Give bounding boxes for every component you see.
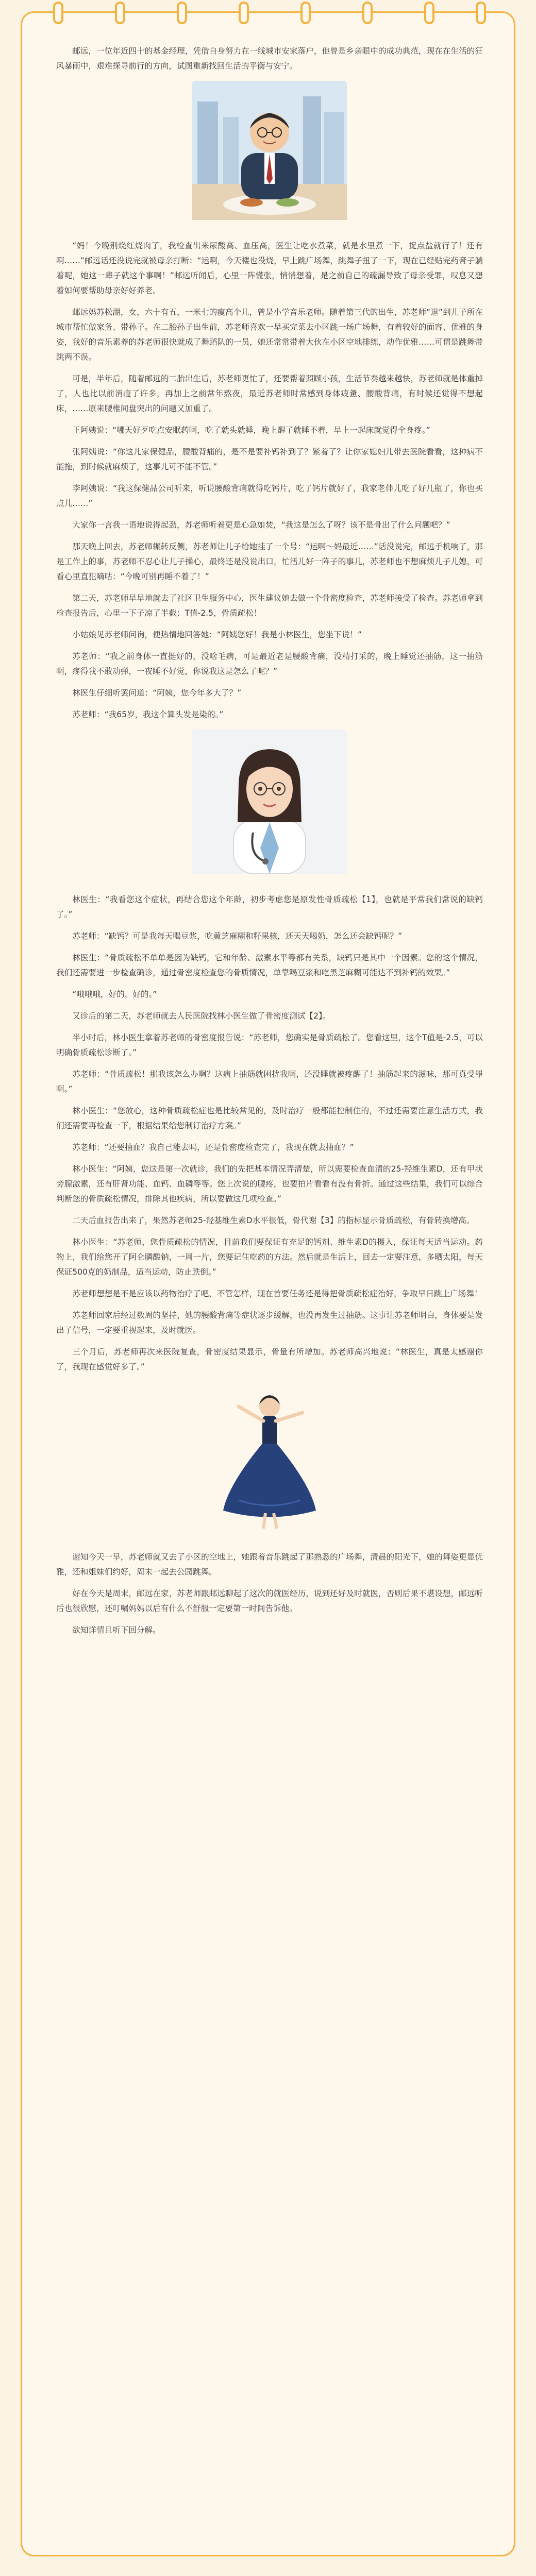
story-ending: 欲知详情且听下回分解。 <box>72 1625 161 1635</box>
dancer-illustration <box>208 1382 331 1531</box>
binder-ring <box>115 2 125 24</box>
story-paragraph: 苏老师：“缺钙？可是我每天喝豆浆，吃黄芝麻糊和籽果核，还天天喝奶，怎么还会缺钙呢？” <box>72 931 403 941</box>
story-paragraph: 那天晚上回去，苏老师辗转反侧，苏老师让儿子给她挂了一个号：“运啊～妈最近……”话没说完，邮远手机响了，那是工作上的事，苏老师不忍心让儿子操心，最终还是没说出口，忙活儿好一阵子的事儿，苏老师也不想麻烦儿子儿媳，可看心里直犯嘀咕：“今晚可别再睡不着了！” <box>56 542 483 581</box>
story-paragraph: 苏老师：“还要抽血？我自己能去吗，还是骨密度检查完了，我现在就去抽血？” <box>72 1143 354 1152</box>
story-paragraph: 小姑娘见苏老师问询，便热情地回答她：“阿姨您好！我是小林医生，您坐下说！” <box>72 630 362 639</box>
story-paragraph: 大家你一言我一语地说得起劲，苏老师听着更是心急如焚，“我这是怎么了呀？该不是骨出了什么问题吧？” <box>72 520 450 530</box>
story-paragraph: 邮远，一位年近四十的基金经理，凭借自身努力在一线城市安家落户，他曾是乡亲眼中的成功典范，现在在生活的狂风暴雨中，艰难探寻前行的方向，试图重新找回生活的平衡与安宁。 <box>56 46 483 71</box>
story-paragraph: 王阿姨说：“哪天好歹吃点安眠药啊，吃了就头就睡，晚上醒了就睡不着，早上一起床就觉得全身疼。” <box>72 426 430 435</box>
binder-ring <box>177 2 187 24</box>
story-paragraph: 李阿姨说：“我这保健品公司听来，听说腰酸背痛就得吃钙片，吃了钙片就好了，我家老伴儿吃了好几瓶了，你也买点儿……” <box>56 484 483 508</box>
binder-ring <box>53 2 63 24</box>
story-paragraph: 林小医生：“苏老师，您骨质疏松的情况，目前我们要保证有充足的钙剂、维生素D的摄入，保证每天适当运动。药物上，我们给您开了阿仑膦酸钠，一周一片，您要记住吃药的方法。然后就是生活上，回去一定要注意，多晒太阳，每天保证500克的奶制品，适当运动，防止跌倒。” <box>56 1238 483 1277</box>
story-paragraph: 林医生仔细听罢问道：“阿姨，您今年多大了？” <box>72 688 242 698</box>
story-paragraph: 苏老师：“我65岁，我这个算头发是染的。” <box>72 710 224 719</box>
binder-ring <box>362 2 373 24</box>
story-paragraph: 苏老师回家后经过数周的坚持，她的腰酸背痛等症状逐步缓解，也没再发生过抽筋。这事让苏老师明白，身体要是发出了信号，一定要重视起来，及时就医。 <box>56 1311 483 1335</box>
story-paragraph: 半小时后，林小医生拿着苏老师的骨密度报告说：“苏老师，您确实是骨质疏松了。您看这里，这个T值是-2.5，可以明确骨质疏松诊断了。” <box>56 1033 483 1057</box>
story-paragraph: 三个月后，苏老师再次来医院复查，骨密度结果显示，骨量有所增加。苏老师高兴地说：“林医生，真是太感谢你了，我现在感觉好多了。” <box>56 1347 483 1371</box>
story-text <box>56 44 483 1645</box>
story-paragraph: 苏老师：“骨质疏松！那我该怎么办啊？这病上抽筋就困扰我啊，还没睡就被疼醒了！抽筋起来的滋味，那可真受罪啊。” <box>56 1070 483 1094</box>
illustration-dancer <box>56 1382 483 1536</box>
story-paragraph: 苏老师想想是不是应该以药物治疗了吧，不管怎样，现在首要任务还是得把骨质疏松症治好，争取早日跳上广场舞！ <box>72 1289 482 1298</box>
story-paragraph: 又诊后的第二天，苏老师就去人民医院找林小医生做了骨密度测试【2】。 <box>72 1011 331 1021</box>
binder-ring <box>239 2 249 24</box>
story-paragraph: 第二天，苏老师早早地就去了社区卫生服务中心，医生建议她去做一个骨密度检查，苏老师接受了检查。苏老师拿到检查报告后，心里一下子凉了半截：T值-2.5，骨质疏松！ <box>56 594 483 618</box>
story-paragraph: 二天后血报告出来了，果然苏老师25-羟基维生素D水平很低，骨代谢【3】的指标显示骨质疏松，有骨转换增高。 <box>72 1216 475 1225</box>
binder-ring <box>476 2 486 24</box>
doctor-illustration <box>192 730 347 874</box>
man-eating-illustration <box>192 81 347 220</box>
story-paragraph: 邮远妈苏松湖，女，六十有五，一米七的瘦高个儿，曾是小学音乐老师。随着第三代的出生，苏老师“退”到儿子所在城市帮忙做家务、带孙子。在二胎孙子出生前，苏老师喜欢一早买完菜去小区跳一场广场舞，有着较好的面容、优雅的身姿，我好的音乐素养的苏老师很快就成了舞蹈队的一员，她还常常带着大伙在小区空地排练，动作优雅……可谓是跳舞带跳两不误。 <box>56 308 483 362</box>
binder-ring <box>424 2 434 24</box>
story-paragraph: 谢知今天一早，苏老师就又去了小区的空地上，她跟着音乐跳起了那熟悉的广场舞，清晨的阳光下，她的舞姿更显优雅，还和姐妹们约好，周末一起去公园跳舞。 <box>56 1552 483 1577</box>
story-paragraph: “哦哦哦，好的，好的。” <box>72 990 157 999</box>
story-paragraph: 林小医生：“阿姨，您这是第一次就诊，我们的先把基本情况弄清楚，所以需要检查血清的25-羟维生素D，还有甲状旁腺激素，还有肝肾功能、血钙、血磷等等。您上次说的腰疼，也要拍片看看有没有骨折。通过这些结果，我们可以综合判断您的骨质疏松情况，排除其他疾病，所以要做这几项检查。” <box>56 1164 483 1204</box>
story-paragraph: 林小医生：“您放心，这种骨质疏松症也是比较常见的，及时治疗一般都能控制住的，不过还需要注意生活方式，我们还需要再检查一下，根据结果给您制订治疗方案。” <box>56 1106 483 1130</box>
binder-ring <box>300 2 311 24</box>
story-paragraph: 可是，半年后，随着邮远的二胎出生后，苏老师更忙了，还要帮着照顾小孩，生活节奏越来越快，苏老师就是体重掉了，人也比以前消瘦了许多，再加上之前常年熬夜，最近苏老师时常感到身体疲惫、腰酸背痛，有时候还觉得不想起床，……原来腰椎间盘突出的问题又加重了。 <box>56 374 483 413</box>
illustration-businessman <box>56 81 483 225</box>
story-paragraph: 张阿姨说：“你这儿家保健品，腰酸背痛的，是不是要补钙补到了？紧着了？让你家媳妇儿带去医院看看，这种病不能拖，到时候就麻烦了，这事儿可不能不管。” <box>56 447 483 471</box>
story-paragraph: 好在今天是周末，邮远在家，苏老师跟邮远聊起了这次的就医经历，说到还好及时就医，否则后果不堪设想，邮远听后也很欣慰，还叮嘱妈妈以后有什么不舒服一定要第一时间告诉他。 <box>56 1589 483 1613</box>
story-paragraph: 林医生：“骨质疏松不单单是因为缺钙，它和年龄、激素水平等都有关系，缺钙只是其中一个因素。您的这个情况，我们还需要进一步检查确诊，通过骨密度检查您的骨质情况，单靠喝豆浆和吃黑芝麻糊可能达不到补钙的效果。” <box>56 953 483 977</box>
story-paragraph: 林医生：“我看您这个症状，再结合您这个年龄，初步考虑您是原发性骨质疏松【1】，也就是平常我们常说的缺钙了。” <box>56 895 483 919</box>
illustration-doctor <box>56 730 483 879</box>
story-frame <box>21 11 515 2556</box>
story-paragraph: “妈！今晚别烧红烧肉了，我检查出来尿酸高、血压高，医生让吃水煮菜，就是水里煮一下，捉点盐就行了！还有啊……”邮远话还没说完就被母亲打断：“运啊，今天楼也没烧，早上跳广场舞，跳舞子扭了一下，现在已经贴完药膏子躺着呢，她这一辈子就这个事啊！”邮远听闻后，心里一阵慌张，悄悄想着，是之前自己的疏漏导致了母亲受罪，叹息又想着如何要帮助母亲好好养老。 <box>56 241 483 295</box>
story-paragraph: 苏老师：“我之前身体一直挺好的，没啥毛病，可是最近老是腰酸背痛，没精打采的，晚上睡觉还抽筋，这一抽筋啊，疼得我不敢动弹，一夜睡不好觉，你说我这是怎么了呢？” <box>56 652 483 676</box>
